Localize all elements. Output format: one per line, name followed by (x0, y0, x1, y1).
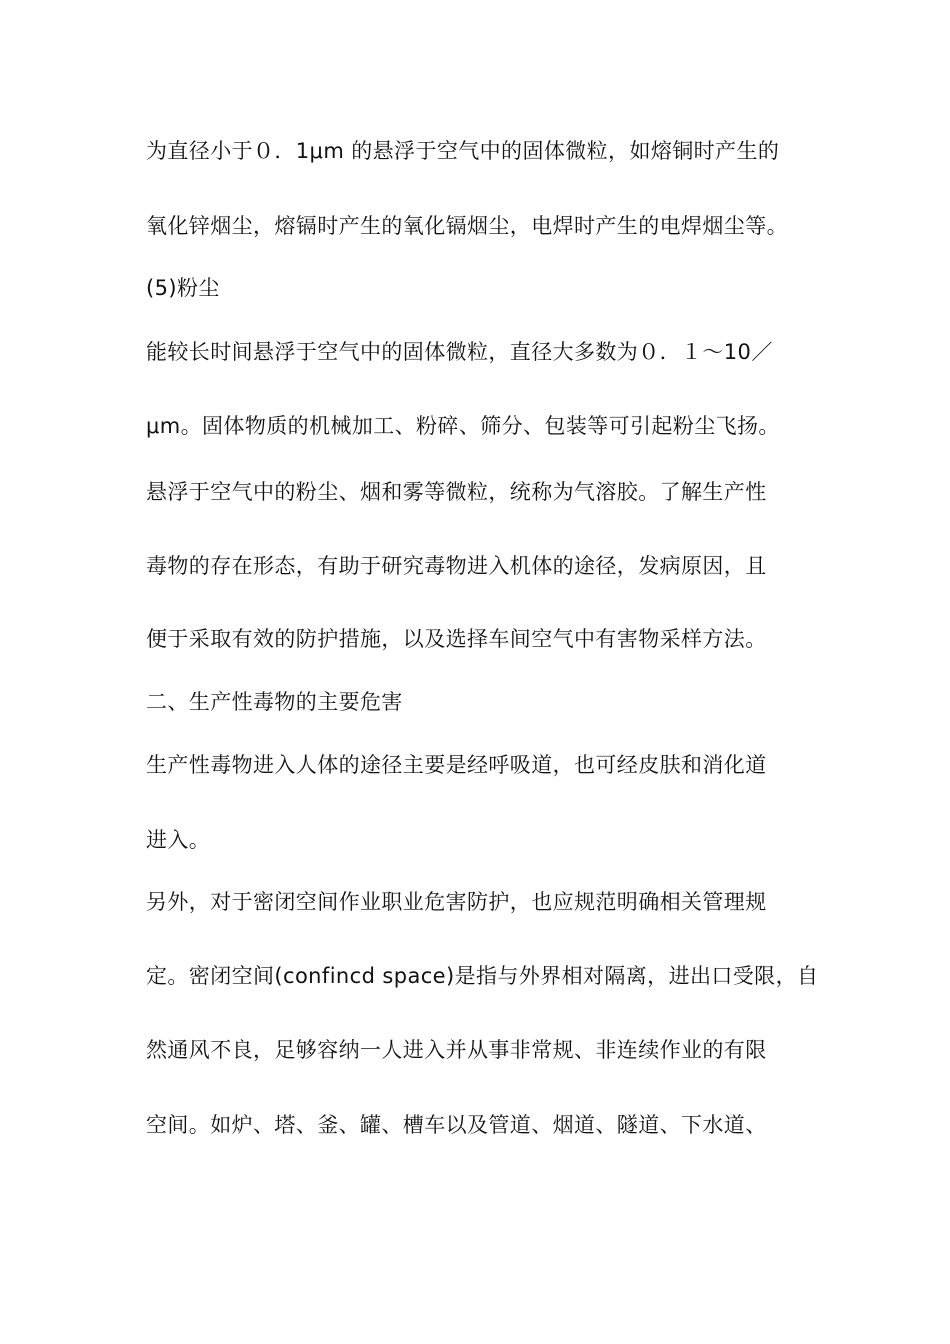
text-line-8: 便于采取有效的防护措施，以及选择车间空气中有害物采样方法。 (146, 627, 767, 651)
text-line-11: 进入。 (146, 828, 211, 852)
section-heading-hazards: 二、生产性毒物的主要危害 (146, 690, 403, 714)
text-line-5: μm。固体物质的机械加工、粉碎、筛分、包装等可引起粉尘飞扬。 (146, 414, 780, 438)
section-heading-dust: (5)粉尘 (146, 276, 220, 300)
text-line-6: 悬浮于空气中的粉尘、烟和雾等微粒，统称为气溶胶。了解生产性 (146, 480, 767, 504)
text-line-2: 氧化锌烟尘，熔镉时产生的氧化镉烟尘，电焊时产生的电焊烟尘等。 (146, 214, 788, 238)
text-line-15: 空间。如炉、塔、釜、罐、槽车以及管道、烟道、隧道、下水道、 (146, 1113, 767, 1137)
text-line-7: 毒物的存在形态，有助于研究毒物进入机体的途径，发病原因，且 (146, 554, 767, 578)
text-line-10: 生产性毒物进入人体的途径主要是经呼吸道，也可经皮肤和消化道 (146, 753, 767, 777)
text-line-13: 定。密闭空间(confincd space)是指与外界相对隔离，进出口受限，自 (146, 964, 819, 988)
text-line-14: 然通风不良，足够容纳一人进入并从事非常规、非连续作业的有限 (146, 1038, 767, 1062)
text-line-12: 另外，对于密闭空间作业职业危害防护，也应规范明确相关管理规 (146, 890, 767, 914)
text-line-1: 为直径小于０．1μm 的悬浮于空气中的固体微粒，如熔铜时产生的 (146, 139, 780, 163)
text-line-4: 能较长时间悬浮于空气中的固体微粒，直径大多数为０．１～10／ (146, 340, 773, 364)
